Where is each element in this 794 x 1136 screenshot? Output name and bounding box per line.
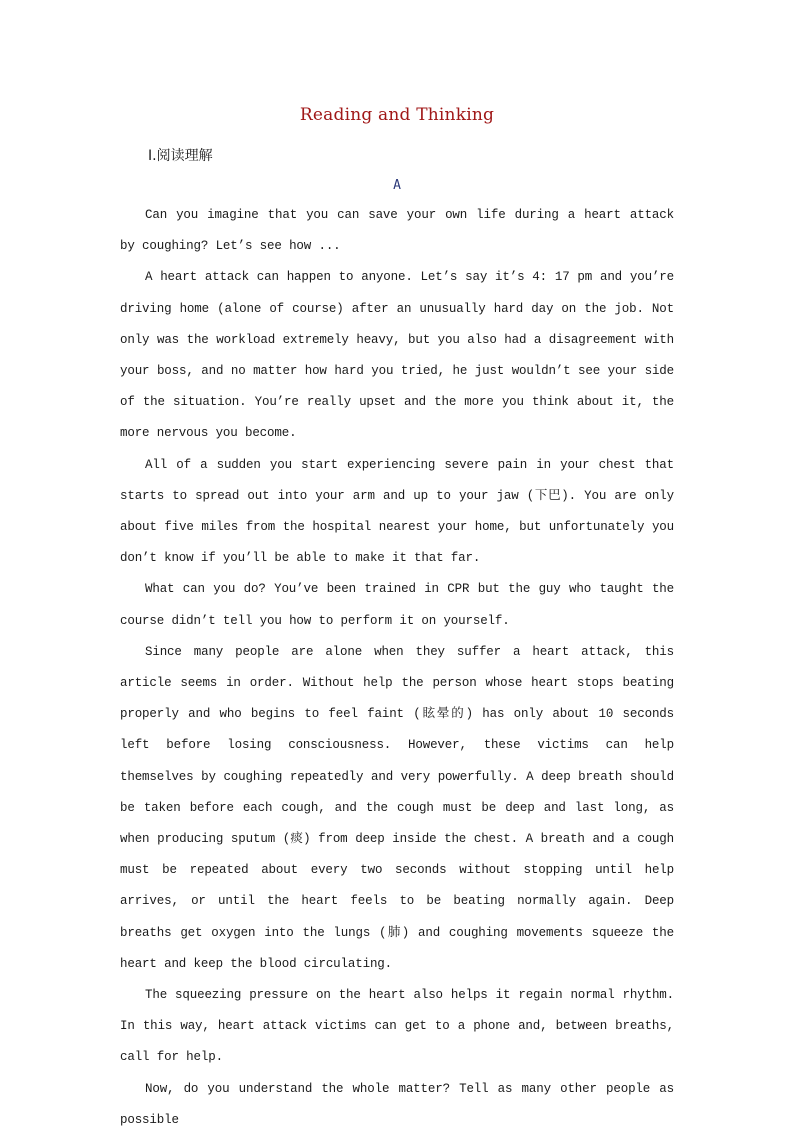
paragraph-1: Can you imagine that you can save your own life during a heart attack by coughing? Let’s see how ... bbox=[120, 208, 674, 254]
paragraph-7: Now, do you understand the whole matter? Tell as many other people as possible bbox=[120, 1081, 674, 1127]
passage-body bbox=[120, 200, 674, 1136]
paragraph-6: The squeezing pressure on the heart also helps it regain normal rhythm. In this way, heart attack victims can get to a phone and, between breaths, call for help. bbox=[120, 988, 674, 1065]
paragraph-3: All of a sudden you start experiencing severe pain in your chest that starts to spread out into your arm and up to your jaw (下巴). You are only about five miles from the hospital nearest your home, but unfortunately you don’t know if you’ll be able to make it that far. bbox=[120, 457, 674, 566]
paragraph-2: A heart attack can happen to anyone. Let’s say it’s 4: 17 pm and you’re driving home (alone of course) after an unusually hard day on the job. Not only was the workload extremely heavy, but you also had a disagreement with your boss, and no matter how hard you tried, he just wouldn’t see your side of the situation. You’re really upset and the more you think about it, the more nervous you become. bbox=[120, 270, 674, 441]
paragraph-5: Since many people are alone when they suffer a heart attack, this article seems in order. Without help the person whose heart stops beating properly and who begins to feel faint (眩晕的) has only about 10 seconds left before losing consciousness. However, these victims can help themselves by coughing repeatedly and very powerfully. A deep breath should be taken before each cough, and the cough must be deep and last long, as when producing sputum (痰) from deep inside the chest. A breath and a cough must be repeated about every two seconds without stopping until help arrives, or until the heart feels to be beating normally again. Deep breaths get oxygen into the lungs (肺) and coughing movements squeeze the heart and keep the blood circulating. bbox=[120, 644, 674, 971]
document-title: Reading and Thinking bbox=[299, 105, 495, 125]
passage-letter: A bbox=[393, 178, 401, 193]
paragraph-4: What can you do? You’ve been trained in CPR but the guy who taught the course didn’t tell you how to perform it on yourself. bbox=[120, 582, 674, 628]
section-label: Ⅰ.阅读理解 bbox=[148, 148, 213, 164]
